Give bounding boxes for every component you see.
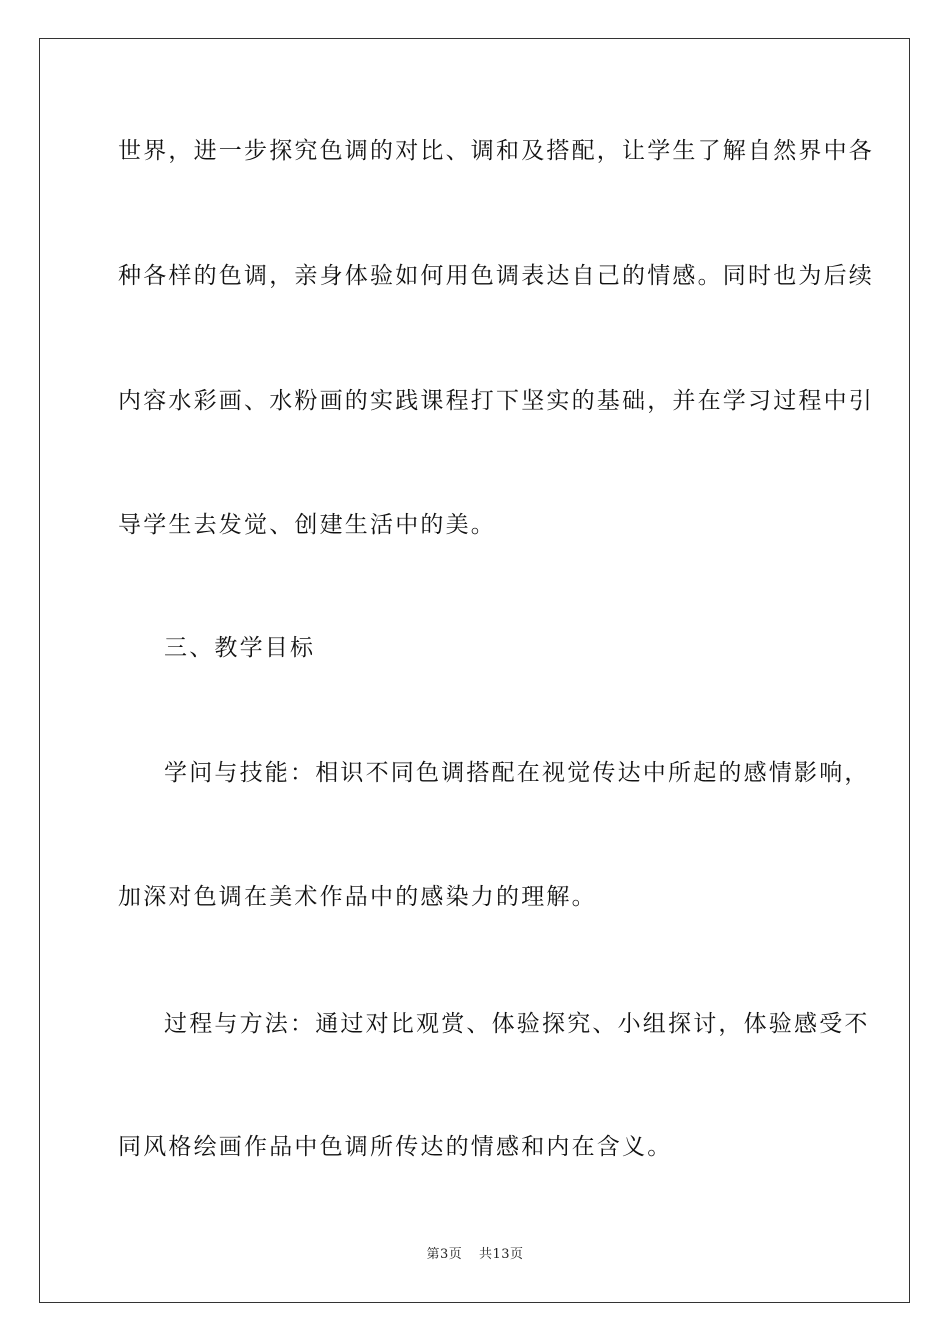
body-line-7: 加深对色调在美术作品中的感染力的理解。: [118, 884, 597, 910]
body-line-2: 种各样的色调，亲身体验如何用色调表达自己的情感。同时也为后续: [118, 263, 874, 289]
body-line-8: 过程与方法：通过对比观赏、体验探究、小组探讨，体验感受不: [164, 1011, 870, 1037]
page-total: 共13页: [478, 1247, 524, 1262]
body-line-6: 学问与技能：相识不同色调搭配在视觉传达中所起的感情影响，: [164, 760, 870, 786]
page-border: [39, 38, 910, 1303]
body-line-4: 导学生去发觉、创建生活中的美。: [118, 512, 496, 538]
body-line-3: 内容水彩画、水粉画的实践课程打下坚实的基础，并在学习过程中引: [118, 388, 874, 414]
page-footer: [0, 1246, 950, 1264]
body-line-1: 世界，进一步探究色调的对比、调和及搭配，让学生了解自然界中各: [118, 138, 874, 164]
section-heading: 三、教学目标: [164, 635, 316, 661]
body-line-9: 同风格绘画作品中色调所传达的情感和内在含义。: [118, 1134, 673, 1160]
page-number: 第3页: [426, 1247, 463, 1262]
